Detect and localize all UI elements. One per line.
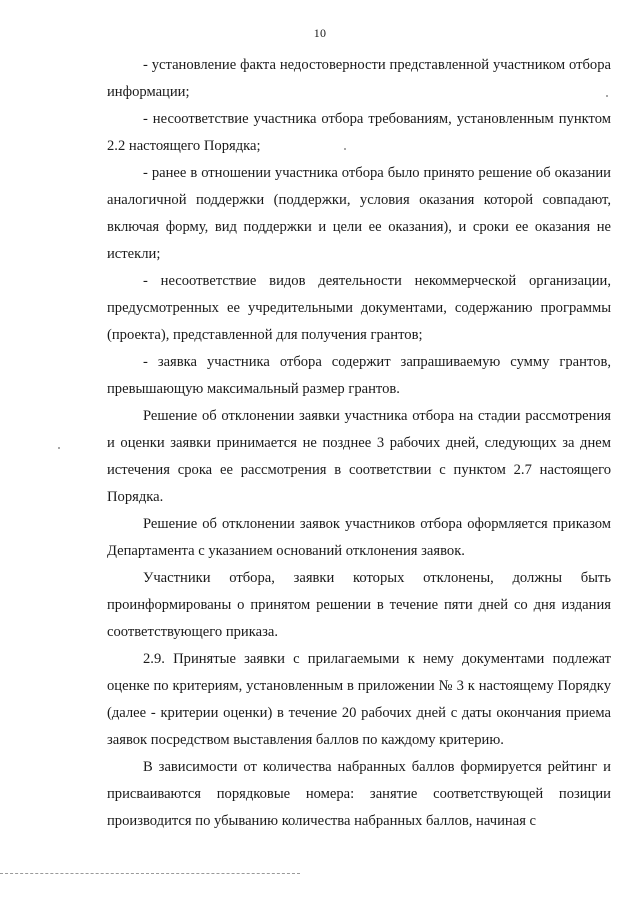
paragraph-section-2-9: 2.9. Принятые заявки с прилагаемыми к нему документами подлежат оценке по критериям, установленным в приложении № 3 к настоящему Порядку (далее - критерии оценки) в течение 20 рабочих дней с даты окончания приема заявок посредством выставления баллов по каждому критерию. (107, 651, 611, 748)
paragraph-previous-support: - ранее в отношении участника отбора было принято решение об оказании аналогичной поддержки (поддержки, условия оказания которой совпадают, включая форму, вид поддержки и цели ее оказания), и сроки ее оказания не истекли; (107, 165, 611, 262)
paragraph-rating-formation: В зависимости от количества набранных баллов формируется рейтинг и присваиваются порядковые номера: занятие соответствующей позиции производится по убыванию количества набранных баллов, начиная с (107, 759, 611, 829)
paragraph-activity-mismatch: - несоответствие видов деятельности некоммерческой организации, предусмотренных ее учредительными документами, содержанию программы (проекта), представленной для получения грантов; (107, 273, 611, 343)
scan-speck (606, 95, 608, 97)
scan-speck (344, 148, 346, 150)
paragraph-rejection-order: Решение об отклонении заявок участников отбора оформляется приказом Департамента с указанием оснований отклонения заявок. (107, 516, 611, 559)
paragraph-unreliable-info: - установление факта недостоверности представленной участником отбора информации; (107, 57, 611, 100)
paragraph-exceeding-amount: - заявка участника отбора содержит запрашиваемую сумму грантов, превышающую максимальный размер грантов. (107, 354, 611, 397)
page-number: 10 (313, 26, 327, 40)
scan-speck (58, 447, 60, 449)
paragraph-participants-notification: Участники отбора, заявки которых отклонены, должны быть проинформированы о принятом решении в течение пяти дней со дня издания соответствующего приказа. (107, 570, 611, 640)
paragraph-rejection-decision-timing: Решение об отклонении заявки участника отбора на стадии рассмотрения и оценки заявки принимается не позднее 3 рабочих дней, следующих за днем истечения срока ее рассмотрения в соответствии с пунктом 2.7 настоящего Порядка. (107, 408, 611, 505)
paragraph-noncompliance-requirements: - несоответствие участника отбора требованиям, установленным пунктом 2.2 настоящего Порядка; (107, 111, 611, 154)
scan-edge-line (0, 873, 300, 874)
document-body (107, 52, 611, 835)
